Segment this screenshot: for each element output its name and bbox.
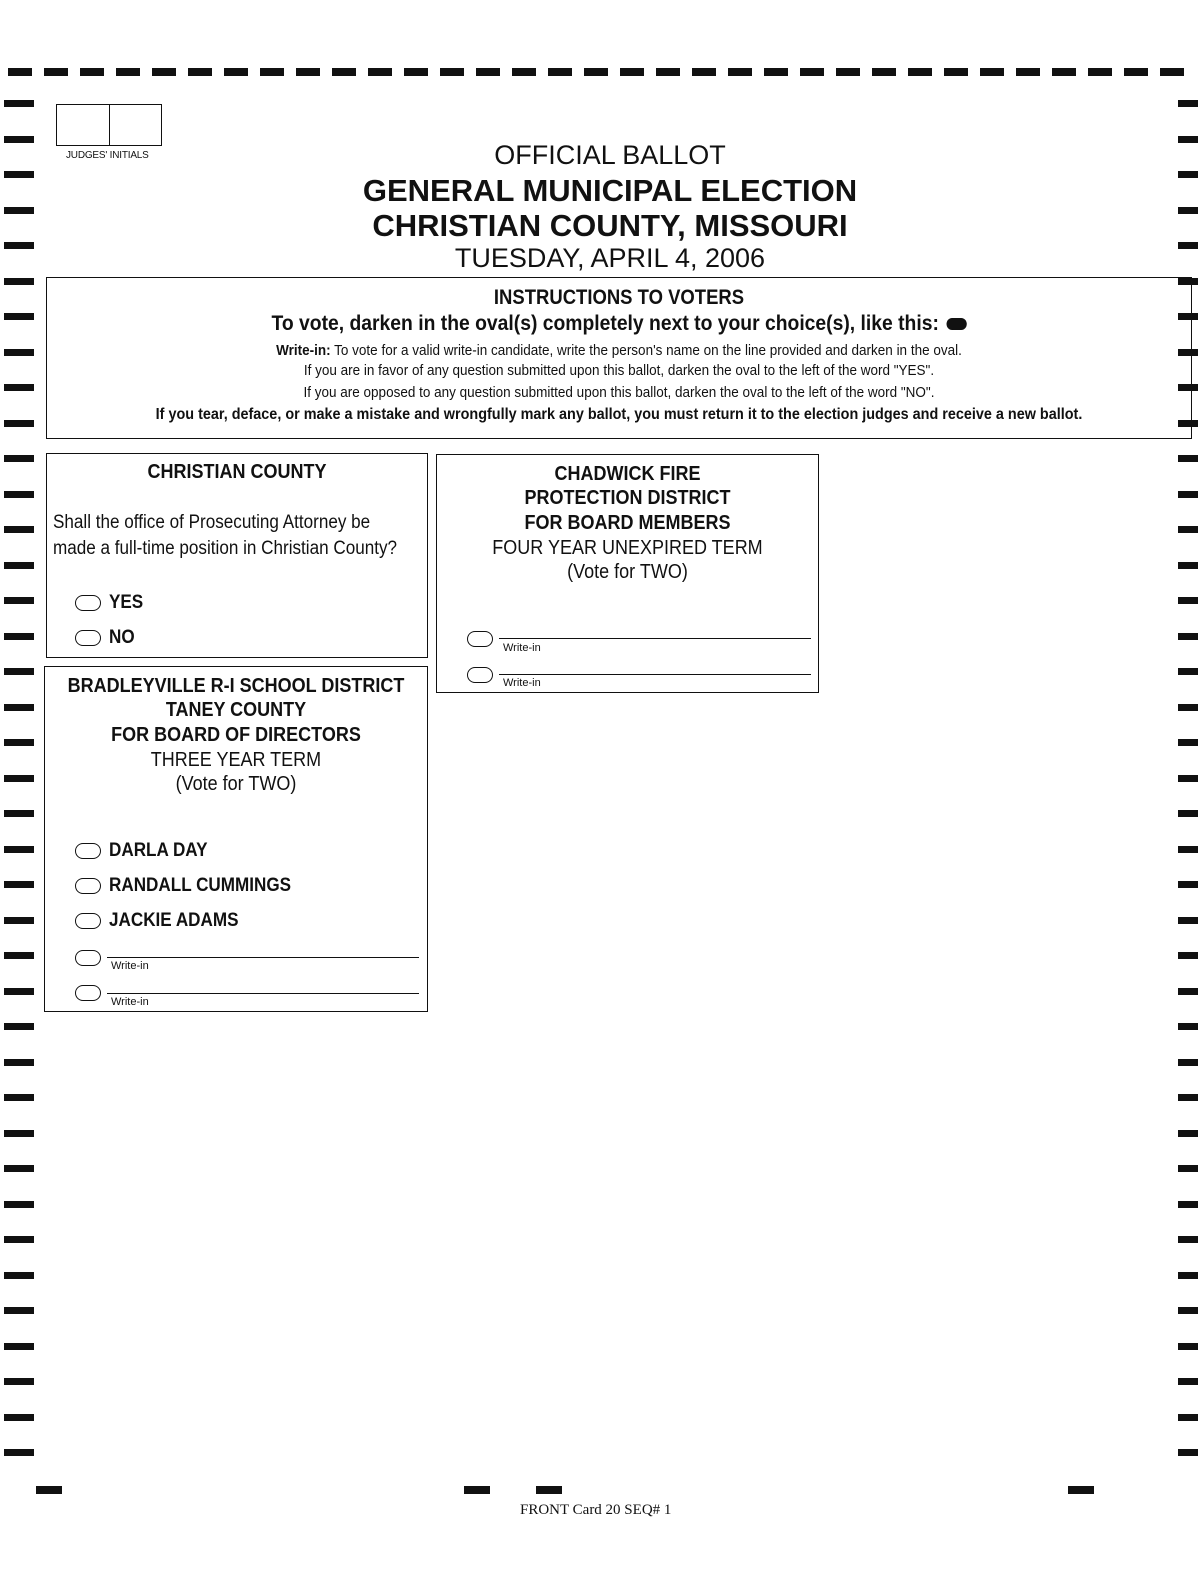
contest-title: CHADWICK FIRE xyxy=(554,463,701,485)
timing-dash xyxy=(656,68,680,76)
jurisdiction: CHRISTIAN COUNTY, MISSOURI xyxy=(372,208,848,243)
timing-mark xyxy=(1178,1130,1198,1137)
candidate-name: RANDALL CUMMINGS xyxy=(109,875,292,896)
timing-mark xyxy=(1178,136,1198,143)
writein-text: To vote for a valid write-in candidate, write the person's name on the line provided and darken in the oval. xyxy=(334,342,962,359)
timing-dash xyxy=(440,68,464,76)
election-date: TUESDAY, APRIL 4, 2006 xyxy=(454,243,766,273)
option-label: NO xyxy=(109,627,135,648)
question-line: Shall the office of Prosecuting Attorney be xyxy=(53,512,371,533)
timing-mark xyxy=(1178,597,1198,604)
timing-dash xyxy=(908,68,932,76)
timing-mark xyxy=(4,207,34,214)
timing-mark xyxy=(1178,1343,1198,1350)
writein-option[interactable] xyxy=(467,667,493,683)
timing-mark xyxy=(4,1201,34,1208)
instructions-writein xyxy=(104,342,1134,359)
timing-dash xyxy=(692,68,716,76)
timing-mark xyxy=(1178,171,1198,178)
timing-mark xyxy=(1178,1449,1198,1456)
oval-icon[interactable] xyxy=(467,667,493,683)
writein-line[interactable] xyxy=(499,674,811,675)
timing-dash xyxy=(296,68,320,76)
timing-mark xyxy=(4,1236,34,1243)
timing-mark xyxy=(4,1130,34,1137)
instructions-mistake: If you tear, deface, or make a mistake and wrongfully mark any ballot, you must return it to the election judges and receive a new ballot. xyxy=(155,406,1083,423)
timing-dash xyxy=(1016,68,1040,76)
timing-mark xyxy=(1178,881,1198,888)
timing-dash xyxy=(548,68,572,76)
timing-mark xyxy=(1178,1059,1198,1066)
timing-dash xyxy=(8,68,32,76)
option-no[interactable] xyxy=(75,627,138,649)
timing-mark xyxy=(4,349,34,356)
timing-dash xyxy=(1160,68,1184,76)
judges-initials-label: JUDGES' INITIALS xyxy=(66,150,149,161)
timing-dash xyxy=(980,68,1004,76)
contest-title: FOR BOARD OF DIRECTORS xyxy=(111,724,361,746)
timing-dash xyxy=(44,68,68,76)
timing-dash xyxy=(404,68,428,76)
contest-vote-for: (Vote for TWO) xyxy=(567,561,688,583)
oval-icon[interactable] xyxy=(75,595,101,611)
timing-mark xyxy=(4,526,34,533)
bottom-timing-mark xyxy=(36,1486,62,1494)
timing-mark xyxy=(1178,1094,1198,1101)
timing-mark xyxy=(1178,1165,1198,1172)
timing-dash xyxy=(476,68,500,76)
oval-icon[interactable] xyxy=(75,950,101,966)
timing-dash xyxy=(728,68,752,76)
timing-mark xyxy=(4,562,34,569)
timing-mark xyxy=(4,313,34,320)
timing-mark xyxy=(4,952,34,959)
filled-oval-icon xyxy=(946,318,966,330)
timing-mark xyxy=(1178,739,1198,746)
timing-mark xyxy=(1178,455,1198,462)
timing-dash xyxy=(944,68,968,76)
bottom-timing-mark xyxy=(464,1486,490,1494)
oval-icon[interactable] xyxy=(75,630,101,646)
timing-dash xyxy=(584,68,608,76)
timing-mark xyxy=(4,384,34,391)
timing-mark xyxy=(4,668,34,675)
timing-mark xyxy=(1178,1201,1198,1208)
timing-mark xyxy=(4,455,34,462)
candidate-name: JACKIE ADAMS xyxy=(109,910,239,931)
writein-option[interactable] xyxy=(75,985,101,1001)
timing-mark xyxy=(4,1094,34,1101)
contest-term: THREE YEAR TERM xyxy=(150,749,322,771)
instructions-favor: If you are in favor of any question submitted upon this ballot, darken the oval to the left of the word "YES". xyxy=(303,362,935,379)
timing-mark xyxy=(1178,952,1198,959)
timing-mark xyxy=(4,1307,34,1314)
christian-county-contest xyxy=(46,453,428,658)
timing-mark xyxy=(4,136,34,143)
timing-dash xyxy=(1088,68,1112,76)
timing-mark xyxy=(4,1343,34,1350)
question-line: made a full-time position in Christian County? xyxy=(53,538,398,559)
candidate-name: DARLA DAY xyxy=(109,840,208,861)
contest-title: TANEY COUNTY xyxy=(165,699,307,721)
timing-mark xyxy=(1178,242,1198,249)
writein-line[interactable] xyxy=(107,957,419,958)
timing-mark xyxy=(4,1272,34,1279)
timing-mark xyxy=(4,988,34,995)
timing-mark xyxy=(4,242,34,249)
timing-mark xyxy=(4,917,34,924)
timing-mark xyxy=(1178,491,1198,498)
timing-mark xyxy=(4,1378,34,1385)
contest-term: FOUR YEAR UNEXPIRED TERM xyxy=(492,537,763,559)
candidate-option[interactable] xyxy=(75,875,311,897)
timing-dash xyxy=(332,68,356,76)
timing-mark xyxy=(4,1023,34,1030)
timing-mark xyxy=(1178,917,1198,924)
instructions-panel xyxy=(46,277,1192,439)
timing-mark xyxy=(4,1165,34,1172)
timing-mark xyxy=(4,810,34,817)
instructions-main xyxy=(93,312,1145,336)
timing-mark xyxy=(1178,1272,1198,1279)
timing-dash xyxy=(1052,68,1076,76)
timing-mark xyxy=(1178,1307,1198,1314)
oval-icon[interactable] xyxy=(75,878,101,894)
timing-dash xyxy=(512,68,536,76)
timing-dash xyxy=(620,68,644,76)
timing-mark xyxy=(4,278,34,285)
timing-mark xyxy=(1178,1378,1198,1385)
timing-mark xyxy=(1178,562,1198,569)
timing-dash xyxy=(800,68,824,76)
oval-icon[interactable] xyxy=(75,913,101,929)
writein-option[interactable] xyxy=(467,631,493,647)
timing-mark xyxy=(4,881,34,888)
timing-mark xyxy=(4,775,34,782)
timing-mark xyxy=(4,633,34,640)
contest-title: BRADLEYVILLE R-I SCHOOL DISTRICT xyxy=(67,675,405,697)
timing-mark xyxy=(4,704,34,711)
timing-mark xyxy=(1178,1414,1198,1421)
timing-dash xyxy=(836,68,860,76)
timing-mark xyxy=(4,846,34,853)
bradleyville-contest xyxy=(44,666,428,1012)
timing-mark xyxy=(4,171,34,178)
writein-label: Write-in xyxy=(111,996,149,1008)
timing-mark xyxy=(1178,207,1198,214)
contest-title: FOR BOARD MEMBERS xyxy=(524,512,731,534)
bottom-timing-mark xyxy=(536,1486,562,1494)
timing-mark xyxy=(4,420,34,427)
timing-mark xyxy=(4,1414,34,1421)
timing-mark xyxy=(4,1449,34,1456)
writein-label: Write-in xyxy=(111,960,149,972)
chadwick-contest xyxy=(436,454,819,693)
instructions-main-text: To vote, darken in the oval(s) completely next to your choice(s), like this: xyxy=(271,312,939,335)
timing-dash xyxy=(224,68,248,76)
timing-dash xyxy=(764,68,788,76)
writein-line[interactable] xyxy=(107,993,419,994)
timing-mark xyxy=(1178,668,1198,675)
timing-mark xyxy=(1178,1236,1198,1243)
timing-mark xyxy=(4,1059,34,1066)
footer-card-info: FRONT Card 20 SEQ# 1 xyxy=(520,1502,672,1518)
timing-mark xyxy=(4,739,34,746)
timing-dash xyxy=(260,68,284,76)
oval-icon[interactable] xyxy=(75,843,101,859)
writein-label: Write-in xyxy=(503,642,541,654)
candidate-option[interactable] xyxy=(75,840,218,862)
timing-dash xyxy=(116,68,140,76)
timing-mark xyxy=(4,491,34,498)
ballot-title: OFFICIAL BALLOT xyxy=(494,140,726,170)
oval-icon[interactable] xyxy=(467,631,493,647)
instructions-heading: INSTRUCTIONS TO VOTERS xyxy=(493,286,745,309)
timing-dash xyxy=(188,68,212,76)
writein-line[interactable] xyxy=(499,638,811,639)
timing-mark xyxy=(4,100,34,107)
timing-mark xyxy=(1178,526,1198,533)
timing-dash xyxy=(872,68,896,76)
writein-prefix: Write-in: xyxy=(276,342,331,359)
timing-mark xyxy=(1178,633,1198,640)
contest-title: PROTECTION DISTRICT xyxy=(524,487,731,509)
contest-title: CHRISTIAN COUNTY xyxy=(147,461,327,483)
timing-mark xyxy=(1178,846,1198,853)
timing-mark xyxy=(1178,1023,1198,1030)
writein-option[interactable] xyxy=(75,950,101,966)
judge-initial-cell[interactable] xyxy=(57,105,110,145)
option-label: YES xyxy=(109,592,144,613)
timing-mark xyxy=(1178,988,1198,995)
timing-mark xyxy=(1178,810,1198,817)
candidate-option[interactable] xyxy=(75,910,253,932)
election-name: GENERAL MUNICIPAL ELECTION xyxy=(362,173,858,208)
instructions-opposed: If you are opposed to any question submitted upon this ballot, darken the oval to the left of the word "NO". xyxy=(303,384,935,401)
judges-initials-box[interactable] xyxy=(56,104,162,146)
timing-mark xyxy=(4,597,34,604)
judge-initial-cell[interactable] xyxy=(109,105,161,145)
timing-dash xyxy=(152,68,176,76)
option-yes[interactable] xyxy=(75,592,147,614)
bottom-timing-mark xyxy=(1068,1486,1094,1494)
timing-mark xyxy=(1178,704,1198,711)
timing-dash xyxy=(368,68,392,76)
timing-dash xyxy=(1124,68,1148,76)
writein-label: Write-in xyxy=(503,677,541,689)
timing-mark xyxy=(1178,100,1198,107)
oval-icon[interactable] xyxy=(75,985,101,1001)
timing-dash xyxy=(80,68,104,76)
contest-vote-for: (Vote for TWO) xyxy=(175,773,297,795)
timing-mark xyxy=(1178,775,1198,782)
